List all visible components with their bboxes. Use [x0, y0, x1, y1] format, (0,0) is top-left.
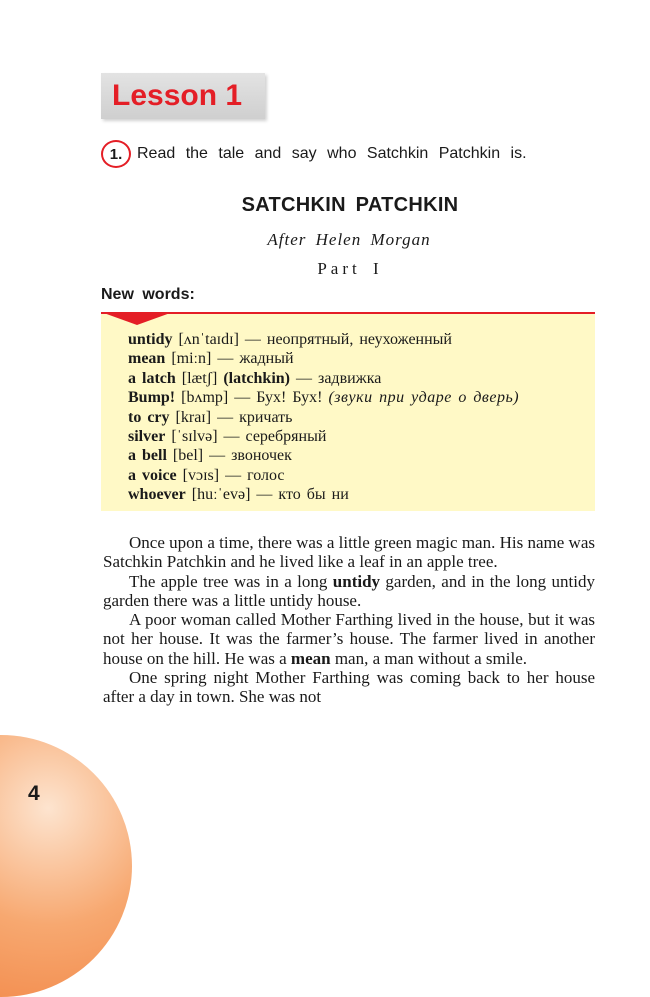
task-text: Read the tale and say who Satchkin Patchkin is. — [137, 145, 527, 162]
story-paragraph: The apple tree was in a long untidy garden, and in the long untidy garden there was a little untidy house. — [103, 571, 595, 610]
vocab-word: silver — [128, 428, 166, 446]
vocab-transcription: [kraɪ] — [175, 408, 212, 426]
vocab-item — [128, 485, 519, 504]
vocab-transcription: [ˈsɪlvə] — [171, 428, 218, 446]
vocab-item — [128, 466, 519, 485]
vocab-transcription: [bʌmp] — [181, 389, 229, 407]
vocab-word: to cry — [128, 408, 170, 426]
vocab-word: a voice — [128, 466, 177, 484]
task-instruction — [101, 140, 527, 168]
vocab-word: whoever — [128, 486, 186, 504]
vocab-transcription: [huːˈevə] — [191, 486, 251, 504]
vocab-word: untidy — [128, 331, 173, 348]
vocabulary-flag-marker — [101, 312, 173, 325]
vocab-word: a latch — [128, 369, 176, 387]
highlighted-word: mean — [290, 648, 331, 668]
vocab-note: (звуки при ударе о дверь) — [328, 389, 520, 407]
vocab-item — [128, 349, 519, 368]
vocab-translation: — жадный — [217, 350, 294, 368]
vocab-word: Bump! — [128, 389, 176, 407]
story-paragraph: Once upon a time, there was a little green magic man. His name was Satchkin Patchkin and he lived like a leaf in an apple tree. — [103, 533, 595, 572]
story-paragraph: A poor woman called Mother Farthing lived in the house, but it was not her house. It was the farmer’s house. The farmer lived in another house on the hill. He was a mean man, a man without a smile. — [103, 610, 595, 668]
vocab-translation: — серебряный — [223, 428, 327, 446]
vocabulary-box — [101, 312, 595, 511]
new-words-heading: New words: — [101, 286, 195, 303]
vocab-item — [128, 427, 519, 446]
vocab-item — [128, 369, 519, 388]
story-paragraph: One spring night Mother Farthing was coming back to her house after a day in town. She was not — [103, 668, 595, 707]
vocab-translation: — кто бы ни — [256, 486, 349, 504]
page-number: 4 — [28, 782, 40, 805]
story-title: SATCHKIN PATCHKIN — [241, 194, 459, 216]
vocab-transcription: [ʌnˈtaɪdɪ] — [178, 331, 239, 348]
vocab-item — [128, 330, 519, 349]
task-number-badge: 1. — [101, 140, 131, 168]
vocab-extra: (latchkin) — [223, 369, 290, 387]
vocabulary-list — [128, 330, 519, 505]
vocab-translation: — кричать — [217, 408, 293, 426]
lesson-title: Lesson 1 — [112, 79, 243, 112]
vocab-transcription: [miːn] — [171, 350, 212, 368]
vocab-translation: — задвижка — [296, 369, 382, 387]
story-text — [103, 533, 595, 707]
vocab-transcription: [bel] — [172, 447, 204, 465]
vocab-translation: — неопрятный, неухоженный — [244, 331, 452, 348]
vocab-item — [128, 446, 519, 465]
highlighted-word: untidy — [332, 571, 381, 591]
vocab-word: mean — [128, 350, 166, 368]
vocab-translation: — звоночек — [209, 447, 292, 465]
vocab-word: a bell — [128, 447, 167, 465]
vocab-item — [128, 408, 519, 427]
page-corner-decoration — [0, 735, 132, 997]
story-part: Part I — [317, 259, 383, 278]
story-author: After Helen Morgan — [267, 230, 431, 249]
vocab-translation: — голос — [225, 466, 285, 484]
vocab-translation: — Бух! Бух! — [234, 389, 323, 407]
vocab-item — [128, 388, 519, 407]
vocab-transcription: [lætʃ] — [181, 369, 218, 387]
vocab-transcription: [vɔɪs] — [182, 466, 220, 484]
